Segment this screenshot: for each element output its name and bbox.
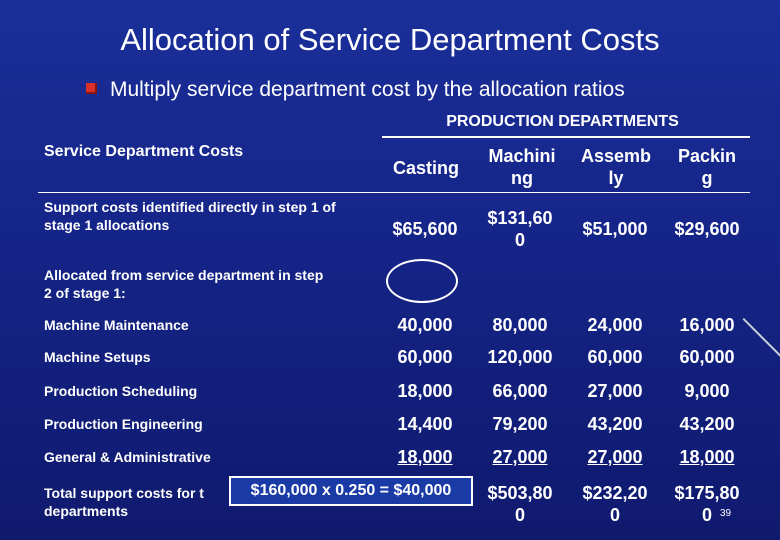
row-label-machine-setups: Machine Setups xyxy=(44,349,151,365)
row-label-machine-maintenance: Machine Maintenance xyxy=(44,317,189,333)
cell-ps-packing: 9,000 xyxy=(684,381,730,401)
service-department-header: Service Department Costs xyxy=(44,143,244,160)
cell-ms-assembly: 60,000 xyxy=(587,347,643,367)
header-divider xyxy=(382,136,750,138)
column-header-packing: Packin g xyxy=(677,146,737,188)
column-header-assembly: Assemb ly xyxy=(580,146,652,188)
row-label-production-scheduling: Production Scheduling xyxy=(44,383,198,399)
step1-label: Support costs identified directly in step 1 of stage 1 allocations xyxy=(44,199,336,233)
cell-ps-casting: 18,000 xyxy=(397,381,453,401)
cell-mm-packing: 16,000 xyxy=(679,315,735,335)
table-header-line xyxy=(38,192,750,193)
page-number: 39 xyxy=(720,508,732,519)
cell-ps-assembly: 27,000 xyxy=(587,381,643,401)
slide-title: Allocation of Service Department Costs xyxy=(120,22,660,57)
column-header-machining: Machini ng xyxy=(488,146,556,188)
allocated-label: Allocated from service department in step 2 of stage 1: xyxy=(44,267,324,301)
step1-machining: $131,60 0 xyxy=(487,208,553,250)
cell-mm-assembly: 24,000 xyxy=(587,315,643,335)
column-header-casting: Casting xyxy=(392,158,459,178)
bullet-icon xyxy=(86,83,97,94)
step1-assembly: $51,000 xyxy=(582,219,648,239)
cell-ga-casting: 18,000 xyxy=(397,447,453,467)
cell-ms-casting: 60,000 xyxy=(397,347,453,367)
cell-ga-assembly: 27,000 xyxy=(587,447,643,467)
highlight-oval xyxy=(386,259,458,303)
cell-pe-casting: 14,400 xyxy=(397,414,453,434)
cell-ga-packing: 18,000 xyxy=(679,447,735,467)
cell-ms-machining: 120,000 xyxy=(487,347,553,367)
total-label: Total support costs for t departments xyxy=(44,485,204,519)
total-packing: $175,80 0 xyxy=(674,483,740,525)
bullet-text: Multiply service department cost by the allocation ratios xyxy=(110,78,625,101)
cell-pe-packing: 43,200 xyxy=(679,414,735,434)
calculation-callout: $160,000 x 0.250 = $40,000 xyxy=(229,476,473,506)
cell-pe-assembly: 43,200 xyxy=(587,414,643,434)
step1-packing: $29,600 xyxy=(674,219,740,239)
cell-ms-packing: 60,000 xyxy=(679,347,735,367)
cell-ga-machining: 27,000 xyxy=(492,447,548,467)
step1-casting: $65,600 xyxy=(392,219,458,239)
production-departments-header: PRODUCTION DEPARTMENTS xyxy=(446,113,679,130)
row-label-production-engineering: Production Engineering xyxy=(44,416,203,432)
total-assembly: $232,20 0 xyxy=(582,483,648,525)
cell-pe-machining: 79,200 xyxy=(492,414,548,434)
total-machining: $503,80 0 xyxy=(487,483,553,525)
cell-ps-machining: 66,000 xyxy=(492,381,548,401)
cell-mm-machining: 80,000 xyxy=(492,315,548,335)
cell-mm-casting: 40,000 xyxy=(397,315,453,335)
row-label-general-administrative: General & Administrative xyxy=(44,449,211,465)
